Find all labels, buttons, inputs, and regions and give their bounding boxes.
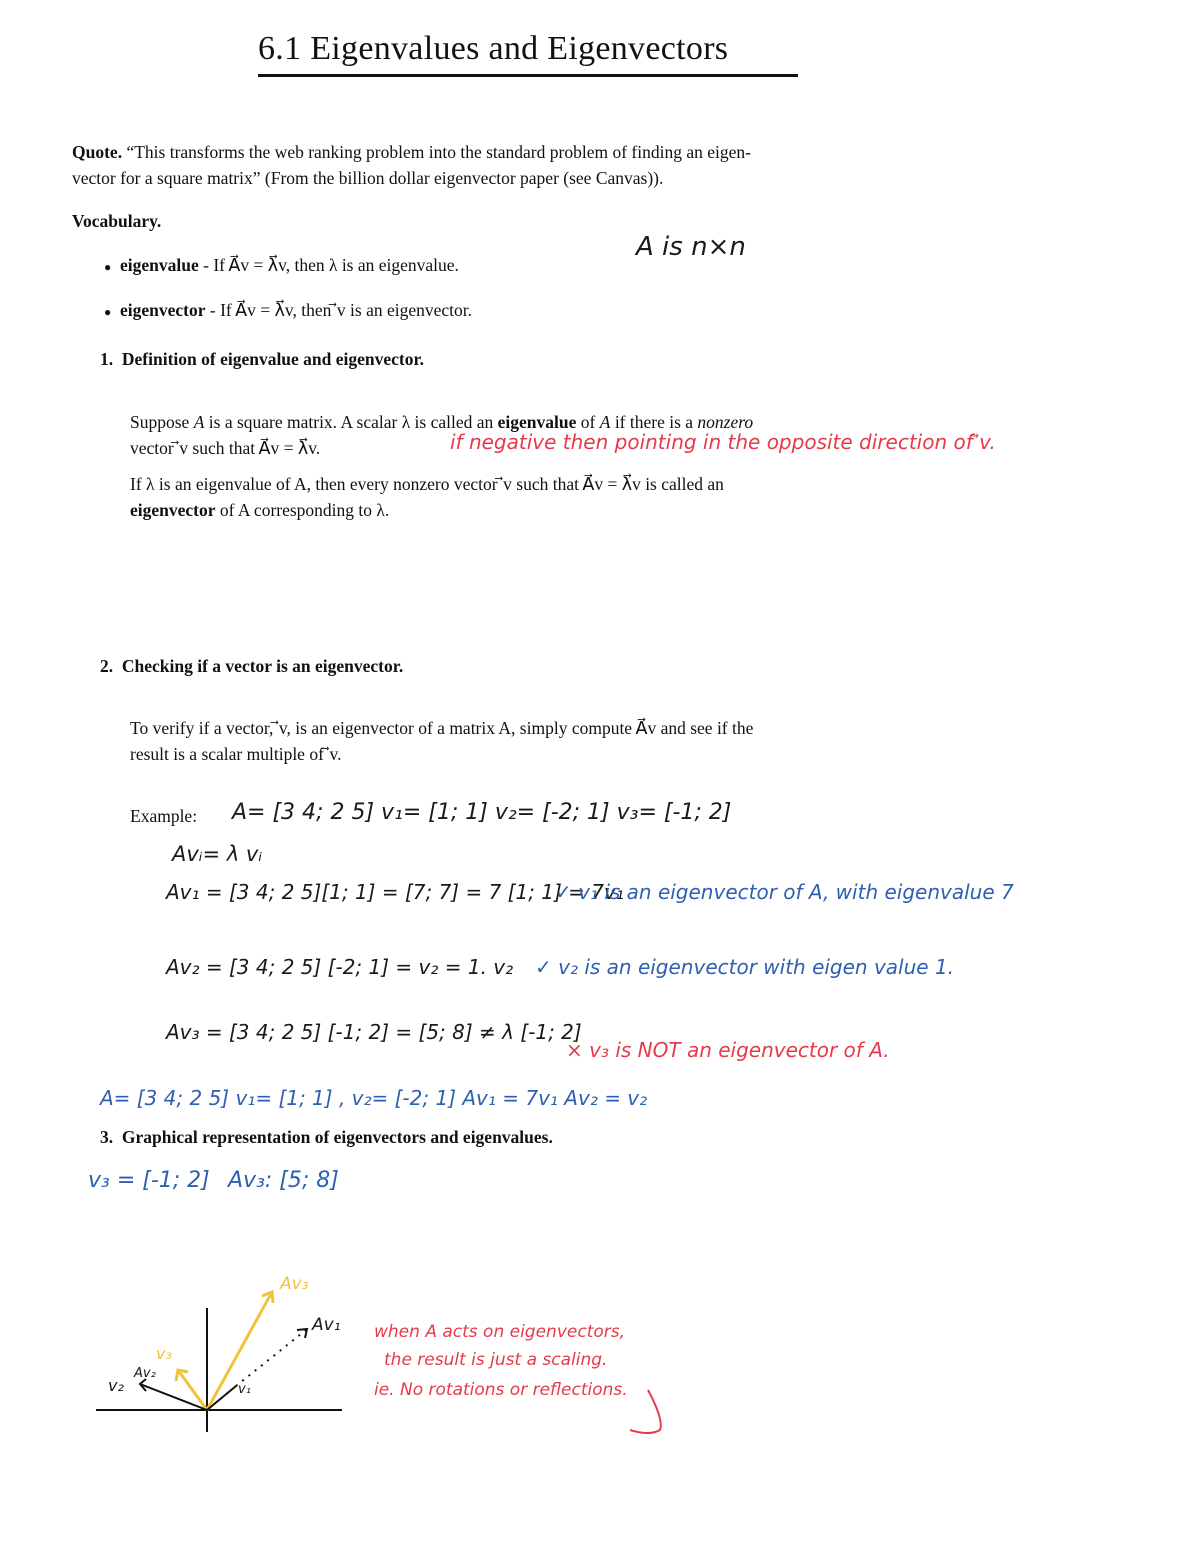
example-row-2-note: ✓ v₂ is an eigenvector with eigen value 1.	[535, 955, 955, 979]
av3-definition: Av₃: [5; 8]	[228, 1168, 339, 1193]
section-1-para-3: If λ is an eigenvalue of A, then every nonzero vector ⃗v such that A⃗v = λ⃗v is called an	[130, 474, 724, 494]
label-v2: v₂	[108, 1376, 124, 1395]
text-span: A	[193, 412, 205, 432]
vocab-term: eigenvalue	[120, 255, 199, 275]
label-av3: Av₃	[280, 1274, 309, 1294]
section-title: Definition of eigenvalue and eigenvector.	[121, 349, 425, 369]
section-title: Checking if a vector is an eigenvector.	[121, 656, 404, 676]
example-row-2-calc: Av₂ = [3 4; 2 5] [-2; 1] = v₂ = 1. v₂	[166, 955, 514, 979]
section-title: Graphical representation of eigenvectors and eigenvalues.	[121, 1127, 553, 1147]
handwritten-annotation-negative: if negative then pointing in the opposite direction of ⃗v.	[450, 430, 996, 454]
example-row-1-note: ✓ v₁ is an eigenvector of A, with eigenvalue 7	[555, 880, 1014, 904]
vocabulary-heading: Vocabulary.	[72, 211, 162, 231]
example-row-1-calc: Av₁ = [3 4; 2 5][1; 1] = [7; 7] = 7 [1; 1] = 7v₁	[166, 880, 624, 904]
v3-definition: v₃ = [-1; 2]	[88, 1168, 210, 1193]
red-scribble	[630, 1390, 661, 1433]
label-av1: Av₁	[312, 1315, 341, 1335]
example-row-3-calc: Av₃ = [3 4; 2 5] [-1; 2] = [5; 8] ≠ λ [-1; 2]	[166, 1020, 582, 1044]
vocab-definition: - If A⃗v = λ⃗v, then λ is an eigenvalue.	[198, 255, 459, 275]
eigen-rule: Avᵢ= λ vᵢ	[172, 842, 263, 866]
label-av2: Av₂	[134, 1366, 156, 1381]
label-v1: v₁	[238, 1382, 251, 1397]
graph-note-line-1: when A acts on eigenvectors,	[374, 1322, 626, 1342]
section-2-para-1: To verify if a vector, ⃗v, is an eigenvector of a matrix A, simply compute A⃗v and see if the	[130, 718, 754, 738]
section-number: 2.	[100, 656, 114, 676]
section-1-para-2: vector ⃗v such that A⃗v = λ⃗v.	[130, 438, 321, 458]
page-title: 6.1 Eigenvalues and Eigenvectors	[258, 30, 729, 67]
quote-text-1: “This transforms the web ranking problem into the standard problem of finding an eigen-	[126, 142, 751, 162]
example-definitions: A= [3 4; 2 5] v₁= [1; 1] v₂= [-2; 1] v₃= [-1; 2]	[232, 800, 732, 825]
example-label: Example:	[130, 806, 198, 826]
vocab-term: eigenvector	[120, 300, 206, 320]
handwritten-note-nxn: A is n×n	[636, 232, 746, 262]
label-v3: v₃	[156, 1344, 172, 1363]
text-span: is a square matrix. A scalar λ is called an	[204, 412, 498, 432]
section-number: 3.	[100, 1127, 114, 1147]
term-nonzero: nonzero	[697, 412, 754, 432]
vocab-definition: - If A⃗v = λ⃗v, then ⃗v is an eigenvector.	[205, 300, 473, 320]
text-span: of	[576, 412, 600, 432]
term-eigenvector: eigenvector	[130, 500, 216, 520]
summary-handwritten: A= [3 4; 2 5] v₁= [1; 1] , v₂= [-2; 1] Av₁ = 7v₁ Av₂ = v₂	[100, 1086, 648, 1110]
text-span: Suppose	[130, 412, 194, 432]
text-span: of A corresponding to λ.	[215, 500, 390, 520]
v1-arrow	[207, 1386, 236, 1410]
graph-note-line-2: the result is just a scaling.	[384, 1350, 608, 1370]
section-number: 1.	[100, 349, 114, 369]
quote-label: Quote.	[72, 142, 123, 162]
term-eigenvalue: eigenvalue	[497, 412, 577, 432]
text-span: A	[599, 412, 611, 432]
section-2-para-2: result is a scalar multiple of ⃗v.	[130, 744, 342, 764]
quote-line-2: vector for a square matrix” (From the billion dollar eigenvector paper (see Canvas)).	[72, 168, 664, 188]
bullet-icon: ●	[104, 305, 112, 319]
bullet-icon: ●	[104, 260, 112, 274]
example-row-3-note: × v₃ is NOT an eigenvector of A.	[566, 1038, 890, 1062]
graph-note-line-3: ie. No rotations or reflections.	[374, 1380, 628, 1400]
text-span: if there is a	[610, 412, 698, 432]
